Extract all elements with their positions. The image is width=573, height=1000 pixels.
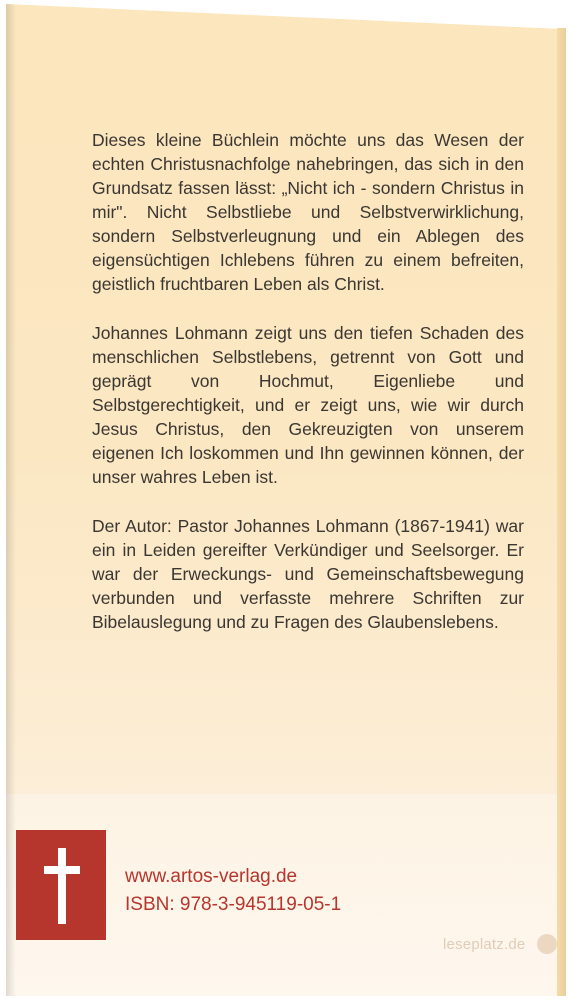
leseplatz-icon	[537, 934, 557, 954]
isbn-number: ISBN: 978-3-945119-05-1	[125, 894, 342, 915]
watermark-text: leseplatz.de	[443, 936, 526, 953]
blurb-paragraph-1: Dieses kleine Büchlein möchte uns das Wesen der echten Christusnachfolge nahebringen, das sich in den Grundsatz fassen lässt: „Nicht ich - sondern Christus in mir". Nicht Selbstliebe und Selbstverwirklichung, sondern Selbstverleugnung und ein Ablegen des eigensüchtigen Ichlebens führen zu einem befreiten, geistlich fruchtbaren Leben als Christ.	[92, 130, 524, 294]
blurb-paragraph-3: Der Autor: Pastor Johannes Lohmann (1867-1941) war ein in Leiden gereifter Verkündiger und Seelsorger. Er war der Erweckungs- und Gemeinschaftsbewegung verbunden und verfasste mehrere Schriften zur Bibelauslegung und zu Fragen des Glaubenslebens.	[92, 516, 524, 632]
cross-icon	[58, 848, 66, 924]
cross-logo	[16, 830, 106, 940]
blurb-text	[92, 128, 524, 659]
book-back-cover	[6, 4, 566, 996]
cover-edge-shadow	[6, 4, 16, 996]
book-spine	[557, 28, 566, 996]
cross-bar	[44, 866, 80, 874]
publisher-url: www.artos-verlag.de	[125, 866, 298, 887]
blurb-paragraph-2: Johannes Lohmann zeigt uns den tiefen Schaden des menschlichen Selbstlebens, getrennt von Gott und geprägt von Hochmut, Eigenliebe und Selbstgerechtigkeit, und er zeigt uns, wie wir durch Jesus Christus, den Gekreuzigten von unserem eigenen Ich loskommen und Ihn gewinnen können, der unser wahres Leben ist.	[92, 323, 524, 487]
